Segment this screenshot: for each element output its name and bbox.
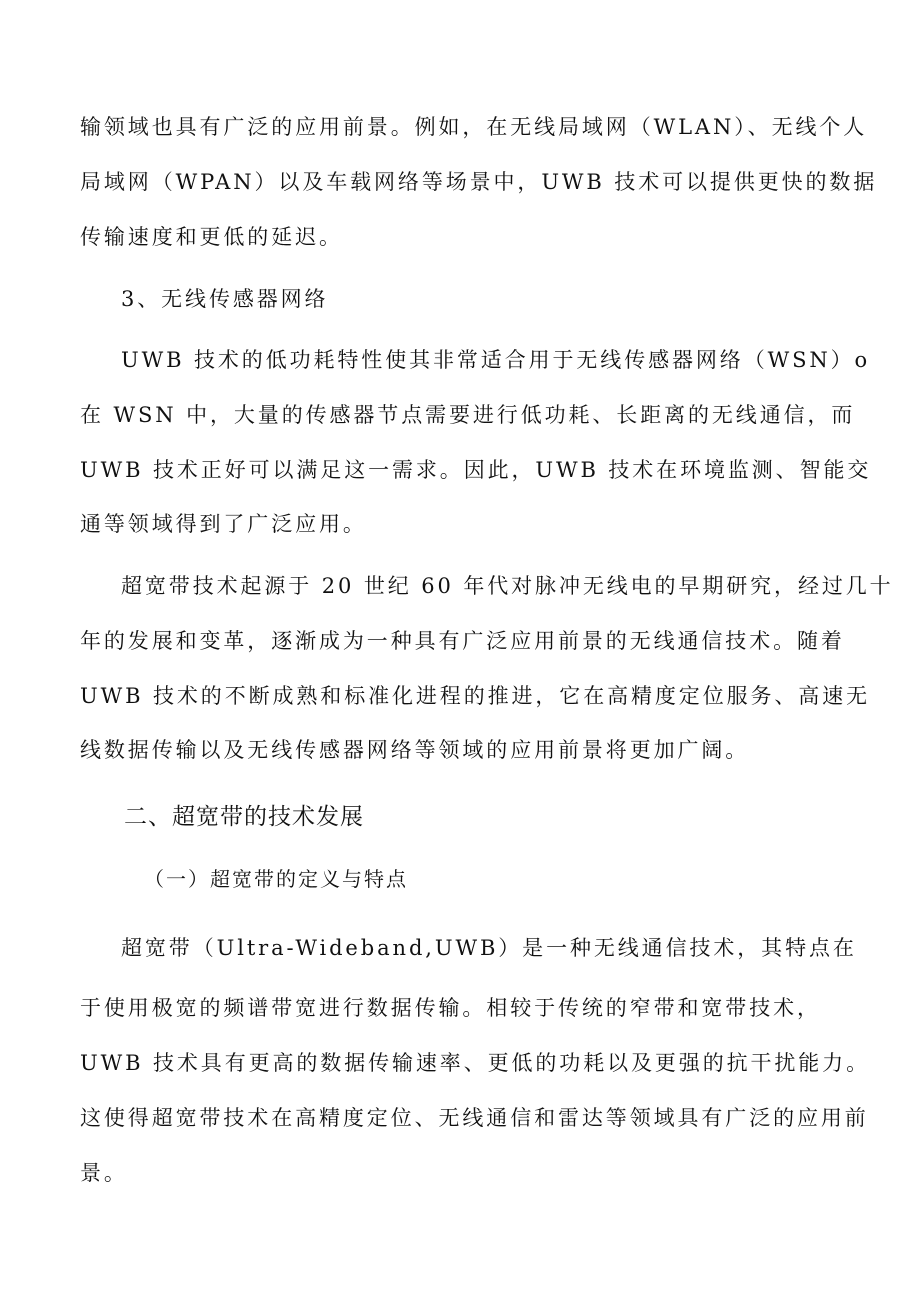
paragraph-line: UWB 技术具有更高的数据传输速率、更低的功耗以及更强的抗干扰能力。: [80, 1051, 870, 1075]
section-heading: 二、超宽带的技术发展: [124, 804, 364, 830]
paragraph-line: 通等领域得到了广泛应用。: [80, 512, 367, 536]
paragraph-line: 景。: [80, 1161, 128, 1185]
paragraph-line: 于使用极宽的频谱带宽进行数据传输。相较于传统的窄带和宽带技术，: [80, 996, 821, 1020]
paragraph-line: UWB 技术的不断成熟和标准化进程的推进，它在高精度定位服务、高速无: [80, 684, 870, 708]
paragraph-line: 年的发展和变革，逐渐成为一种具有广泛应用前景的无线通信技术。随着: [80, 629, 845, 653]
paragraph-line: 这使得超宽带技术在高精度定位、无线通信和雷达等领域具有广泛的应用前: [80, 1106, 869, 1130]
paragraph-line: 在 WSN 中，大量的传感器节点需要进行低功耗、长距离的无线通信，而: [80, 403, 856, 427]
paragraph-line: 局域网（WPAN）以及车载网络等场景中，UWB 技术可以提供更快的数据: [80, 170, 878, 194]
paragraph-line: UWB 技术正好可以满足这一需求。因此，UWB 技术在环境监测、智能交: [80, 458, 872, 482]
paragraph-line: 超宽带技术起源于 20 世纪 60 年代对脉冲无线电的早期研究，经过几十: [121, 574, 894, 598]
list-heading: 3、无线传感器网络: [121, 287, 329, 311]
paragraph-line: 输领域也具有广泛的应用前景。例如，在无线局域网（WLAN）、无线个人: [80, 115, 868, 139]
paragraph-line: 传输速度和更低的延迟。: [80, 225, 343, 249]
paragraph-line: UWB 技术的低功耗特性使其非常适合用于无线传感器网络（WSN）o: [121, 348, 871, 372]
paragraph-line: 线数据传输以及无线传感器网络等领域的应用前景将更加广阔。: [80, 738, 750, 762]
paragraph-line: 超宽带（Ultra-Wideband,UWB）是一种无线通信技术，其特点在: [121, 936, 857, 960]
subsection-heading: （一）超宽带的定义与特点: [144, 867, 408, 891]
